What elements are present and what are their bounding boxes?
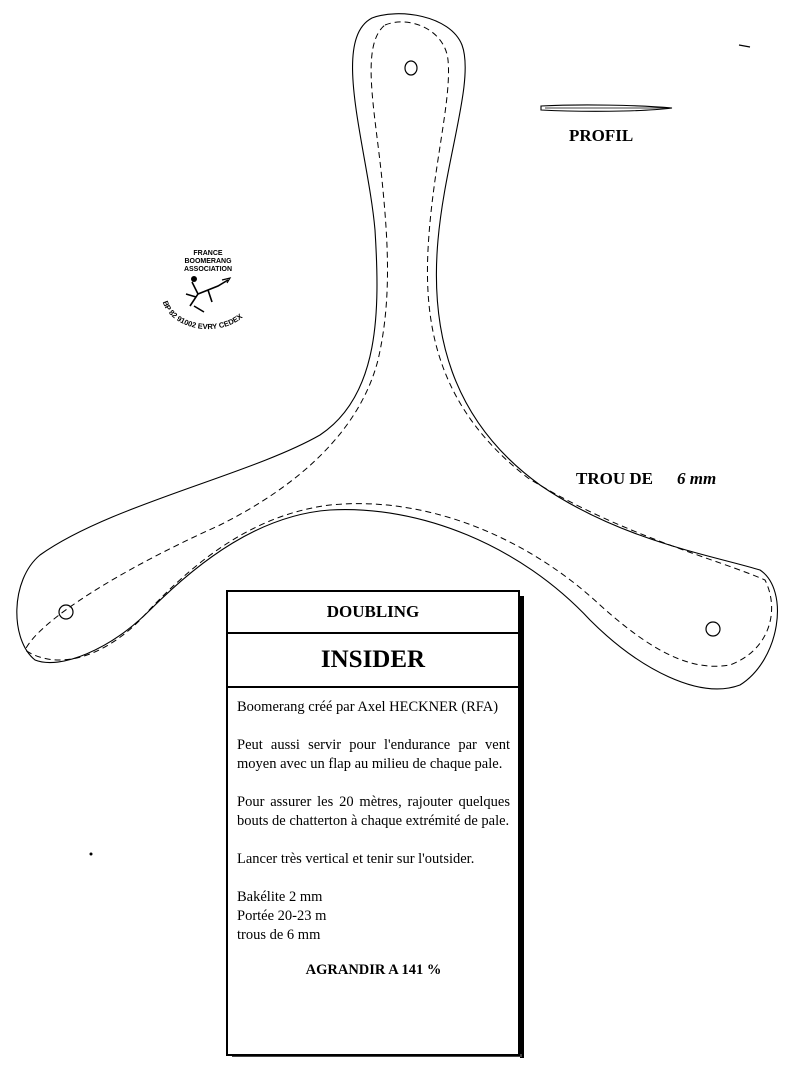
logo-line-2: BOOMERANG xyxy=(184,258,232,265)
card-model-name: INSIDER xyxy=(228,634,518,688)
spec-range: Portée 20-23 m xyxy=(237,908,327,924)
spec-material: Bakélite 2 mm xyxy=(237,889,323,905)
card-para-author: Boomerang créé par Axel HECKNER (RFA) xyxy=(237,699,499,715)
hole-label xyxy=(576,469,716,489)
spec-holes: trous de 6 mm xyxy=(237,927,321,943)
card-para-throw: Lancer très vertical et tenir sur l'outsider. xyxy=(237,851,475,867)
boomerang-dashed-outline xyxy=(25,22,772,666)
boomerang-outline xyxy=(17,14,778,689)
left-hole-icon xyxy=(59,605,73,619)
hole-label-prefix: TROU DE xyxy=(576,469,653,488)
stray-mark xyxy=(739,45,750,47)
thrower-figure-icon xyxy=(150,250,265,345)
card-specs xyxy=(237,888,510,945)
top-hole-icon xyxy=(405,61,417,75)
logo-line-1: FRANCE xyxy=(193,250,223,257)
right-hole-icon xyxy=(706,622,720,636)
profile-label: PROFIL xyxy=(569,126,634,145)
association-logo xyxy=(150,250,265,345)
card-shadow-right xyxy=(520,596,524,1058)
card-enlarge-note: AGRANDIR A 141 % xyxy=(305,962,442,978)
stray-dot xyxy=(90,853,93,856)
card-para-range: Pour assurer les 20 mètres, rajouter quelques bouts de chatterton à chaque extrémité de pale. xyxy=(237,794,510,829)
logo-address: BP 82 91002 EVRY CEDEX xyxy=(160,299,245,332)
card-category: DOUBLING xyxy=(228,592,518,634)
hole-size-value: 6 mm xyxy=(676,469,717,488)
logo-line-3: ASSOCIATION xyxy=(183,266,233,273)
info-card xyxy=(226,590,520,1056)
card-body xyxy=(228,688,518,980)
card-para-endurance: Peut aussi servir pour l'endurance par vent moyen avec un flap au milieu de chaque pale. xyxy=(237,737,510,772)
